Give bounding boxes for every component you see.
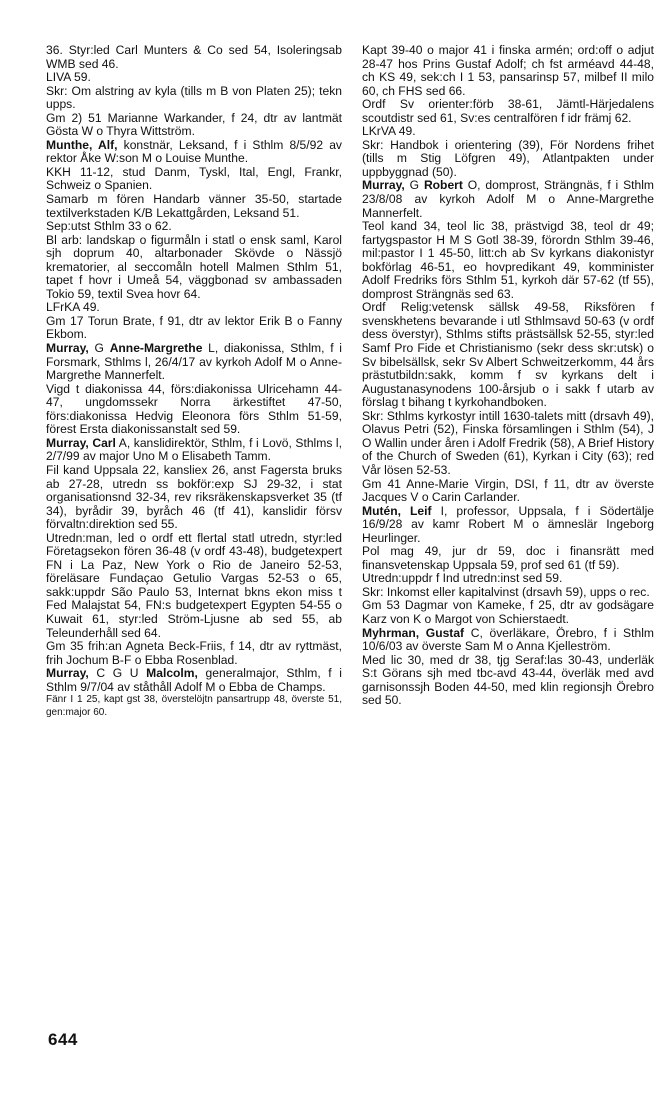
entry-paragraph [46, 85, 342, 112]
entry-text: Gm 2) 51 Marianne Warkander, f 24, dtr av lantmät Gösta W o Thyra Wittström. [46, 110, 342, 139]
entry-paragraph [362, 125, 654, 139]
entry-text: Sep:utst Sthlm 33 o 62. [46, 219, 172, 234]
entry-paragraph [46, 112, 342, 139]
entry-paragraph [362, 44, 654, 98]
left-column [46, 44, 342, 719]
entry-paragraph [362, 586, 654, 600]
entry-text: Gm 17 Torun Brate, f 91, dtr av lektor Erik B o Fanny Ekbom. [46, 313, 342, 342]
entry-paragraph [362, 220, 654, 301]
given-initials: G [409, 178, 420, 193]
entry-called-name: Malcolm, [146, 666, 198, 681]
entry-paragraph [46, 640, 342, 667]
entry-paragraph [46, 234, 342, 302]
entry-text: LFrKA 49. [46, 300, 100, 315]
entry-paragraph [46, 532, 342, 640]
entry-name: Murray, [46, 666, 89, 681]
biography-entry [362, 505, 654, 546]
entry-name: Murray, [46, 341, 89, 356]
entry-paragraph [362, 301, 654, 409]
entry-paragraph [362, 98, 654, 125]
given-initials: C G U [96, 666, 139, 681]
entry-text: Skr: Om alstring av kyla (tills m B von Platen 25); tekn upps. [46, 83, 342, 112]
biography-entry [362, 627, 654, 654]
entry-called-name: Robert [423, 178, 463, 193]
entry-name: Myhrman, Gustaf [362, 625, 465, 640]
entry-name: Murray, [362, 178, 405, 193]
entry-text: KKH 11-12, stud Danm, Tyskl, Ital, Engl, Frankr, Schweiz o Spanien. [46, 164, 342, 193]
entry-text: O, domprost, Strängnäs, f i Sthlm 23/8/08 av kyrkoh Adolf M o Anne-Margrethe Mannerfelt. [362, 178, 654, 220]
entry-paragraph [362, 478, 654, 505]
biography-entry [46, 139, 342, 166]
entry-text: Skr: Inkomst eller kapitalvinst (drsavh 59), upps o rec. [362, 584, 650, 599]
page-number: 644 [48, 1030, 78, 1049]
biography-entry [46, 342, 342, 383]
entry-text: A, kanslidirektör, Sthlm, f i Lovö, Sthlms l, 2/7/99 av major Uno M o Elisabeth Tamm. [46, 435, 342, 464]
entry-paragraph [362, 572, 654, 586]
entry-paragraph [46, 71, 342, 85]
entry-text: Kapt 39-40 o major 41 i finska armén; ord:off o adjut 28-47 hos Prins Gustaf Adolf; ch fst arméavd 44-48, ch KS 49, sek:ch I 1 53, pansarinsp 57, milbef II milo 60, ch FHS sed 66. [362, 43, 654, 98]
entry-paragraph [362, 139, 654, 180]
entry-text: Ordf Relig:vetensk sällsk 49-58, Riksfören f svenskhetens bevarande i utl Sthlmsavd 50-63 (v ordf dess överstyr), Sthlms stifts prästsällsk 52-55, styr:led Samf Pro Fide et Christianismo (sekr dess skr:utsk) o Sv bibelsällsk, sekr Sv Albert Schweitzerkomm, 44 års prästutbildn:sakk, komm f sv kyrkans delt i Augustanasynodens 100-årsjub o i sakk f utarb av förslag t bihang t kyrkohandboken. [362, 300, 654, 410]
entry-text: Med lic 30, med dr 38, tjg Seraf:las 30-43, underläk S:t Görans sjh med tbc-avd 43-44, överläk med avd garnisonssjh Boden 44-50, med klin regionsjh Örebro sed 50. [362, 652, 654, 708]
entry-text: I, professor, Uppsala, f i Södertälje 16/9/28 av kamr Robert M o ämneslär Ingeborg Heurlinger. [362, 503, 654, 545]
entry-paragraph [46, 694, 342, 719]
entry-paragraph [362, 410, 654, 478]
entry-text: C, överläkare, Örebro, f i Sthlm 10/6/03 av överste Sam M o Anna Kjelleström. [362, 625, 654, 654]
entry-paragraph [46, 44, 342, 71]
entry-text: Pol mag 49, jur dr 59, doc i finansrätt med finansvetenskap Uppsala 59, prof sed 61 (tf 59). [362, 544, 654, 572]
entry-text: Utredn:uppdr f Ind utredn:inst sed 59. [362, 571, 563, 586]
entry-paragraph [46, 383, 342, 437]
entry-text: L, diakonissa, Sthlm, f i Forsmark, Sthlms l, 26/4/17 av kyrkoh Adolf M o Anne-Margrethe Mannerfelt. [46, 341, 342, 383]
entry-text: Gm 35 frih:an Agneta Beck-Friis, f 14, dtr av ryttmäst, frih Jochum B-F o Ebba Rosenblad. [46, 639, 342, 667]
entry-text: Gm 53 Dagmar von Kameke, f 25, dtr av godsägare Karz von K o Margot von Schierstaedt. [362, 598, 654, 626]
entry-text: Fänr I 1 25, kapt gst 38, överstelöjtn pansartrupp 48, överste 51, gen:major 60. [46, 694, 342, 718]
entry-paragraph [46, 166, 342, 193]
entry-text: Fil kand Uppsala 22, kansliex 26, anst Fagersta bruks ab 27-28, utredn ss bokför:exp SJ 29-32, i stat organisationsnd 32-34, rev riksräkenskapsverket 35 (tf 34), byrådir 39, byråch 46 (tf 41), kanslidir försv förvaltn:direktion sed 55. [46, 462, 342, 532]
biography-entry [362, 179, 654, 220]
entry-name: Mutén, Leif [362, 503, 432, 518]
entry-text: konstnär, Leksand, f i Sthlm 8/5/92 av rektor Åke W:son M o Louise Munthe. [46, 137, 342, 166]
entry-text: Ordf Sv orienter:förb 38-61, Jämtl-Härjedalens scoutdistr sed 61, Sv:es centralfören f idr främj 62. [362, 97, 654, 125]
entry-text: Utredn:man, led o ordf ett flertal statl utredn, styr:led Företagsekon fören 36-48 (v ordf 43-48), budgetexpert FN i La Paz, New York o Rio de Janeiro 52-53, föreläsare Fundaçao Getulio Vargas 52-53 o 65, sakk:uppdr São Paulo 53, Internat bkns ekon miss t Fed Malajstat 54, FN:s budgetexpert Egypten 54-55 o Kuwait 61, styr:led Ström-Ljusne ab sed 55, ab Teleunderhåll sed 64. [46, 530, 342, 640]
entry-paragraph [46, 193, 342, 220]
entry-text: Samarb m fören Handarb vänner 35-50, startade textilverkstaden K/B Lekattgården, Leksand 51. [46, 192, 342, 220]
entry-paragraph [46, 220, 342, 234]
entry-called-name: Anne-Margrethe [109, 341, 203, 356]
entry-paragraph [46, 315, 342, 342]
entry-text: Bl arb: landskap o figurmåln i statl o ensk saml, Karol sjh doprum 40, altarbonader Skövde o Nässjö krematorier, al seccomåln hotell Malmen Sthlm 51, tapet f hovr i Umeå 54, väggbonad sv ambassaden Tokio 59, textil Svea hovr 64. [46, 232, 342, 301]
entry-text: Teol kand 34, teol lic 38, prästvigd 38, teol dr 49; fartygspastor H M S Gotl 38-39, förordn Sthlm 39-46, mil:pastor I 1 45-50, litt:ch ab Sv kyrkans diakonistyr bokförlag 46-51, eo hovpredikant 49, komminister Adolf Fredriks förs Sthlm 51, kyrkoh där 57-62 (tf 55), domprost Strängnäs sed 63. [362, 219, 654, 301]
entry-text: LKrVA 49. [362, 124, 416, 139]
biography-entry [46, 667, 342, 694]
entry-paragraph [362, 654, 654, 708]
entry-paragraph [362, 545, 654, 572]
entry-text: LIVA 59. [46, 70, 91, 85]
entry-paragraph [46, 464, 342, 532]
given-initials: G [94, 341, 104, 356]
biography-entry [46, 437, 342, 464]
right-column [362, 44, 654, 708]
entry-paragraph [46, 301, 342, 315]
entry-name: Munthe, Alf, [46, 137, 118, 152]
entry-paragraph [362, 599, 654, 626]
entry-text: generalmajor, Sthlm, f i Sthlm 9/7/04 av ståthåll Adolf M o Ebba de Champs. [46, 666, 342, 694]
entry-text: Vigd t diakonissa 44, förs:diakonissa Ulricehamn 44-47, ungdomssekr Norra ärkestiftet 47-50, förs:diakonissa Hedvig Eleonora förs Sthlm 51-59, förest Ersta diakonissanstalt sed 59. [46, 381, 342, 437]
entry-text: Gm 41 Anne-Marie Virgin, DSI, f 11, dtr av överste Jacques V o Carin Carlander. [362, 476, 654, 505]
entry-text: Skr: Handbok i orientering (39), För Nordens frihet (tills m Stig Löfgren 49), Atlantpakten under uppbyggnad (50). [362, 137, 654, 179]
entry-name: Murray, Carl [46, 435, 116, 450]
entry-text: 36. Styr:led Carl Munters & Co sed 54, Isoleringsab WMB sed 46. [46, 43, 342, 71]
entry-text: Skr: Sthlms kyrkostyr intill 1630-talets mitt (drsavh 49), Olavus Petri (52), Finska församlingen i Sthlm (54), J O Wallin under åren i Adolf Fredrik (58), A Brief History of the Church of Sweden (61), Kyrkan i City (63); red Vår lösen 52-53. [362, 408, 654, 477]
